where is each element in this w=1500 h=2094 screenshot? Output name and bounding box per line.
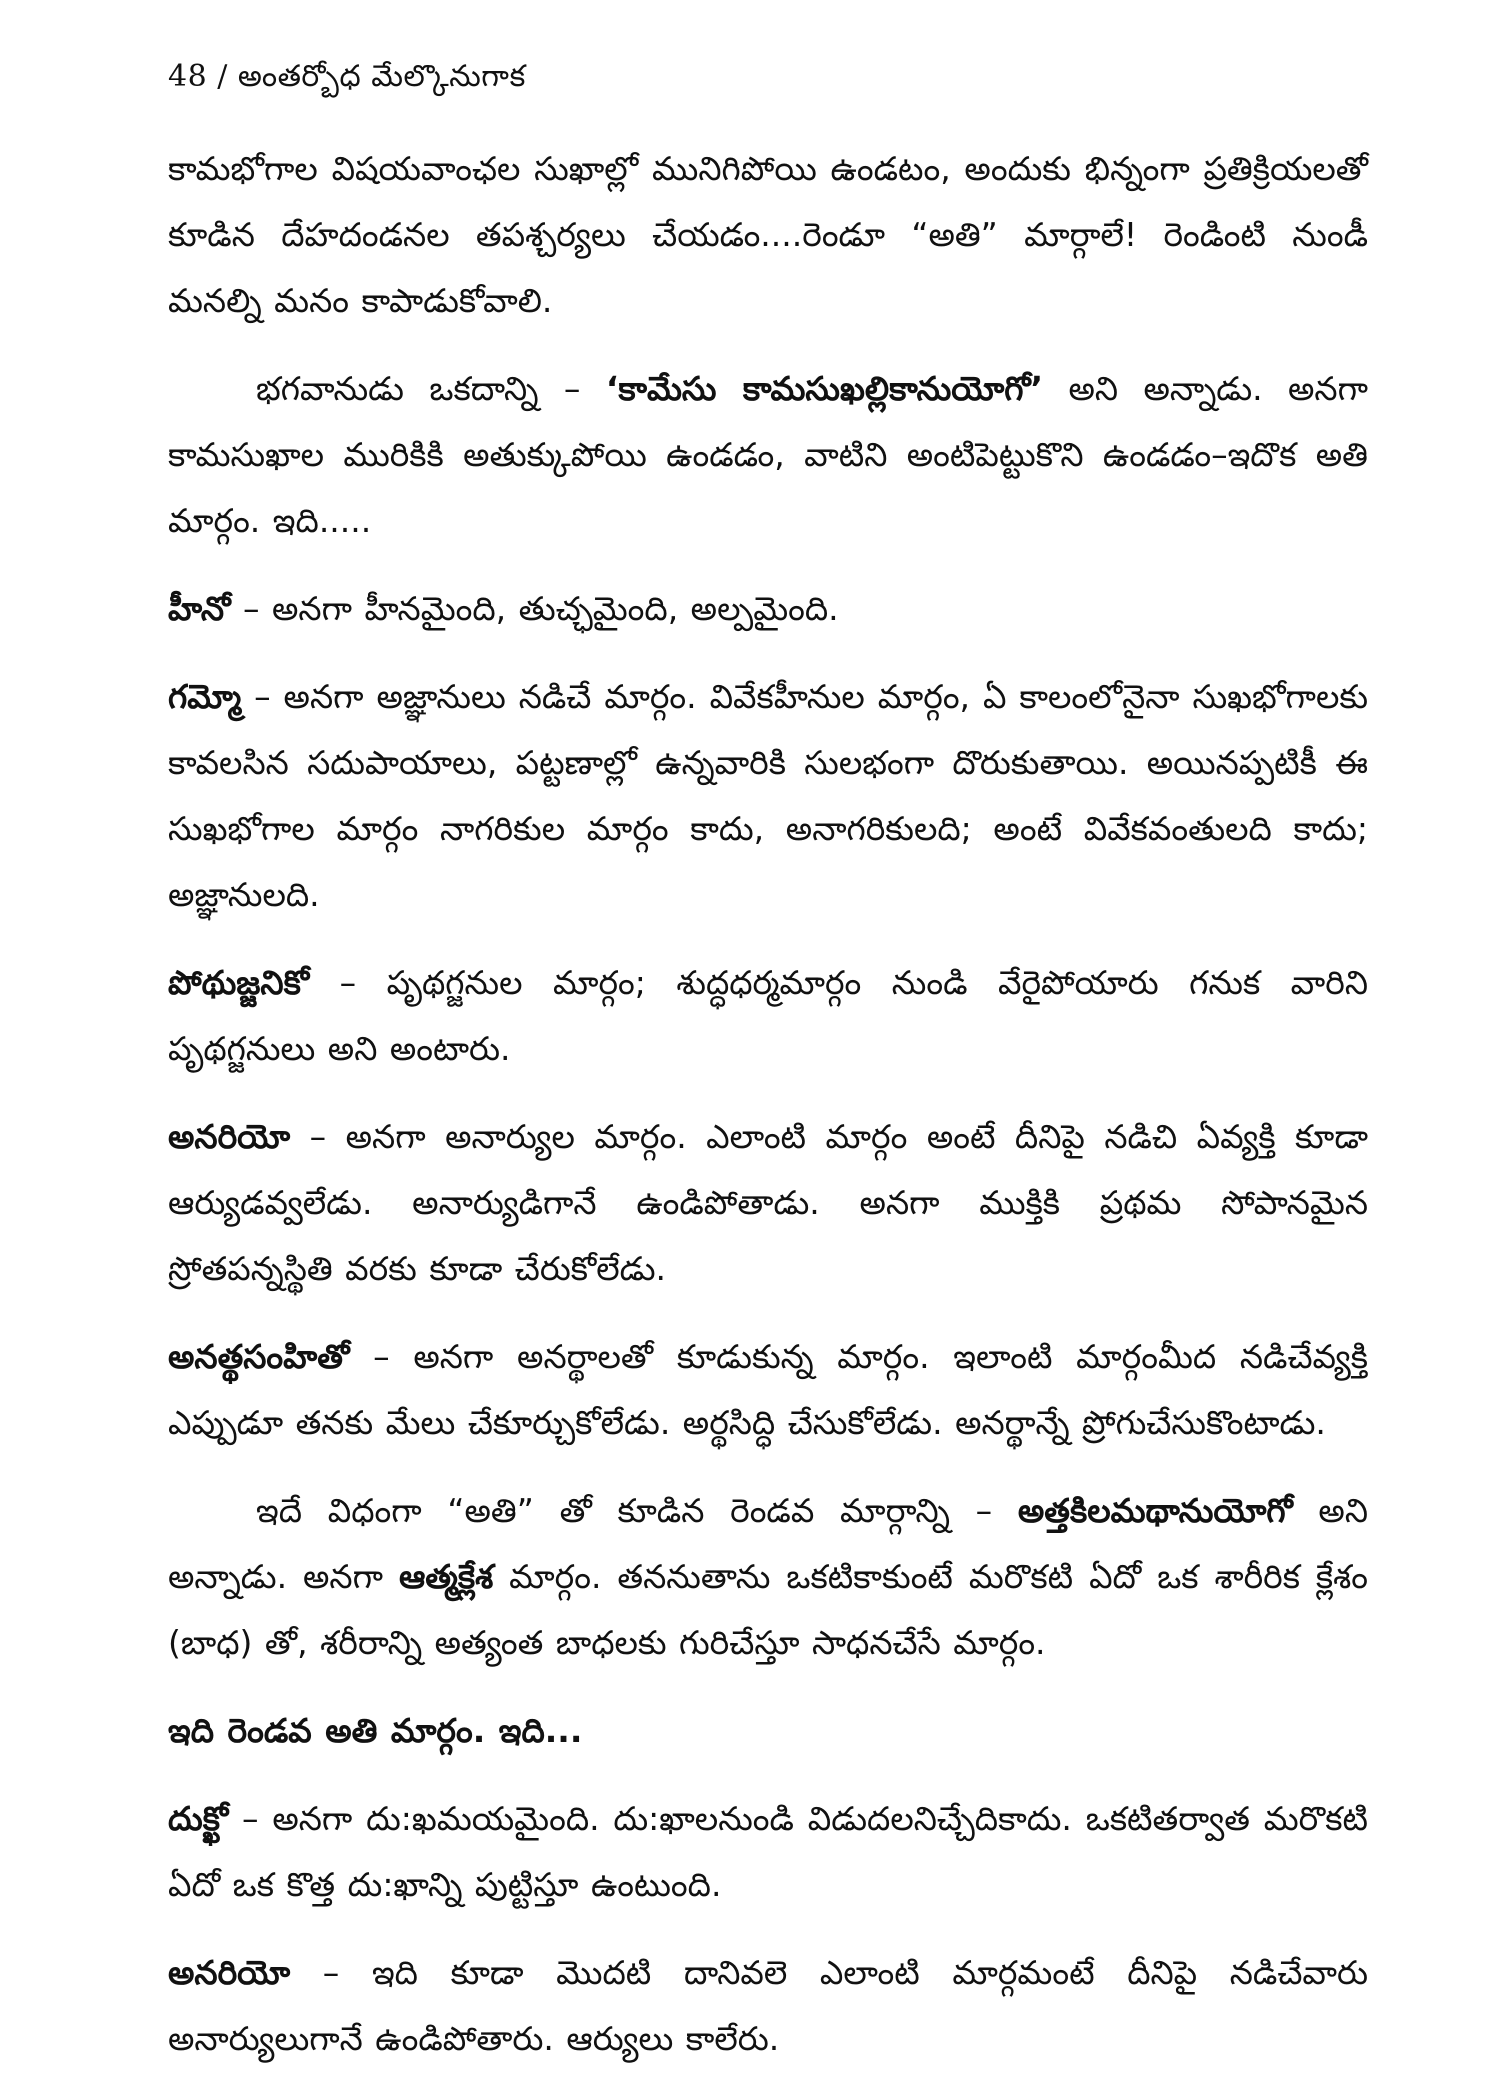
text-run: అని అన్నాడు. అనగా కామసుఖాల మురికికి అతుక్కుపోయి ఉండడం, వాటిని అంటిపెట్టుకొని ఉండడం–ఇదొక అతి మార్గం. ఇది..... [168, 369, 1368, 540]
paragraph-gammo [168, 664, 1368, 928]
running-header [168, 52, 1368, 102]
text-run: మార్గం. తననుతాను ఒకటికాకుంటే మరొకటి ఏదో ఒక శారీరిక క్లేశం (బాధ) తో, శరీరాన్ని అత్యంత బాధలకు గురిచేస్తూ సాధనచేసే మార్గం. [168, 1557, 1368, 1662]
pali-term: హీనో [168, 589, 231, 628]
bold-line: ఇది రెండవ అతి మార్గం. ఇది... [168, 1711, 583, 1750]
pali-term: అనత్థసంహితో [168, 1337, 350, 1376]
text-run: – ఇది కూడా మొదటి దానివలె ఎలాంటి మార్గమంటే దీనిపై నడిచేవారు అనార్యులుగానే ఉండిపోతారు. ఆర్యులు కాలేరు. [168, 1953, 1368, 2058]
text-run: – అనగా దు:ఖమయమైంది. దు:ఖాలనుండి విడుదలనిచ్చేదికాదు. ఒకటితర్వాత మరొకటి ఏదో ఒక కొత్త దు:ఖాన్ని పుట్టిస్తూ ఉంటుంది. [168, 1799, 1368, 1904]
bold-term: ఆత్మక్లేశ [398, 1557, 494, 1596]
paragraph-pothujjaniko [168, 950, 1368, 1082]
text-run: భగవానుడు ఒకదాన్ని – [256, 369, 606, 408]
text-run: – అనగా అనార్యుల మార్గం. ఎలాంటి మార్గం అంటే దీనిపై నడిచి ఏవ్యక్తి కూడా ఆర్యుడవ్వలేడు. అనార్యుడిగానే ఉండిపోతాడు. అనగా ముక్తికి ప్రథమ సోపానమైన స్రోతపన్నస్థితి వరకు కూడా చేరుకోలేడు. [168, 1117, 1368, 1288]
paragraph-kamesu [168, 356, 1368, 554]
text-run: – అనగా హీనమైంది, తుచ్ఛమైంది, అల్పమైంది. [230, 589, 839, 628]
text-run: అని అన్నాడు. అనగా [168, 1491, 1369, 1596]
paragraph-dukkho [168, 1786, 1368, 1918]
paragraph-anariyo [168, 1104, 1368, 1302]
pali-term: పోథుజ్జనికో [168, 963, 310, 1002]
text-run: – పృథగ్జనుల మార్గం; శుద్ధధర్మమార్గం నుండి వేరైపోయారు గనుక వారిని పృథగ్జనులు అని అంటారు. [168, 963, 1368, 1068]
paragraph-hino [168, 576, 1368, 642]
pali-term: ‘కామేసు కామసుఖల్లికానుయోగో’ [605, 369, 1044, 408]
pali-term: అనరియో [168, 1953, 291, 1992]
text-run: – అనగా అనర్థాలతో కూడుకున్న మార్గం. ఇలాంటి మార్గంమీద నడిచేవ్యక్తి ఎప్పుడూ తనకు మేలు చేకూర్చుకోలేడు. అర్థసిద్ధి చేసుకోలేడు. అనర్థాన్నే ప్రోగుచేసుకొంటాడు. [168, 1337, 1368, 1442]
paragraph-attakilamatha [168, 1478, 1368, 1676]
header-separator: / [207, 59, 238, 94]
book-title: అంతర్బోధ మేల్కొనుగాక [237, 59, 526, 94]
paragraph-extremes-intro: కామభోగాల విషయవాంఛల సుఖాల్లో మునిగిపోయి ఉండటం, అందుకు భిన్నంగా ప్రతిక్రియలతో కూడిన దేహదండనల తపశ్చర్యలు చేయడం....రెండూ “అతి” మార్గాలే! రెండింటి నుండీ మనల్ని మనం కాపాడుకోవాలి. [168, 149, 1368, 320]
text-run: ఇదే విధంగా “అతి” తో కూడిన రెండవ మార్గాన్ని – [256, 1491, 1018, 1530]
book-page [168, 52, 1368, 2094]
pali-term: గమ్మో [168, 677, 242, 716]
paragraph-anariyo-2 [168, 1940, 1368, 2072]
pali-term: అత్తకిలమథానుయోగో [1017, 1491, 1293, 1530]
paragraph-anatthasamhito [168, 1324, 1368, 1456]
pali-term: దుక్ఖో [168, 1799, 229, 1838]
page-number: 48 [168, 59, 208, 94]
pali-term: అనరియో [168, 1117, 291, 1156]
paragraph-second-extreme [168, 1698, 1368, 1764]
text-run: – అనగా అజ్ఞానులు నడిచే మార్గం. వివేకహీనుల మార్గం, ఏ కాలంలోనైనా సుఖభోగాలకు కావలసిన సదుపాయాలు, పట్టణాల్లో ఉన్నవారికి సులభంగా దొరుకుతాయి. అయినప్పటికీ ఈ సుఖభోగాల మార్గం నాగరికుల మార్గం కాదు, అనాగరికులది; అంటే వివేకవంతులది కాదు; అజ్ఞానులది. [168, 677, 1368, 914]
